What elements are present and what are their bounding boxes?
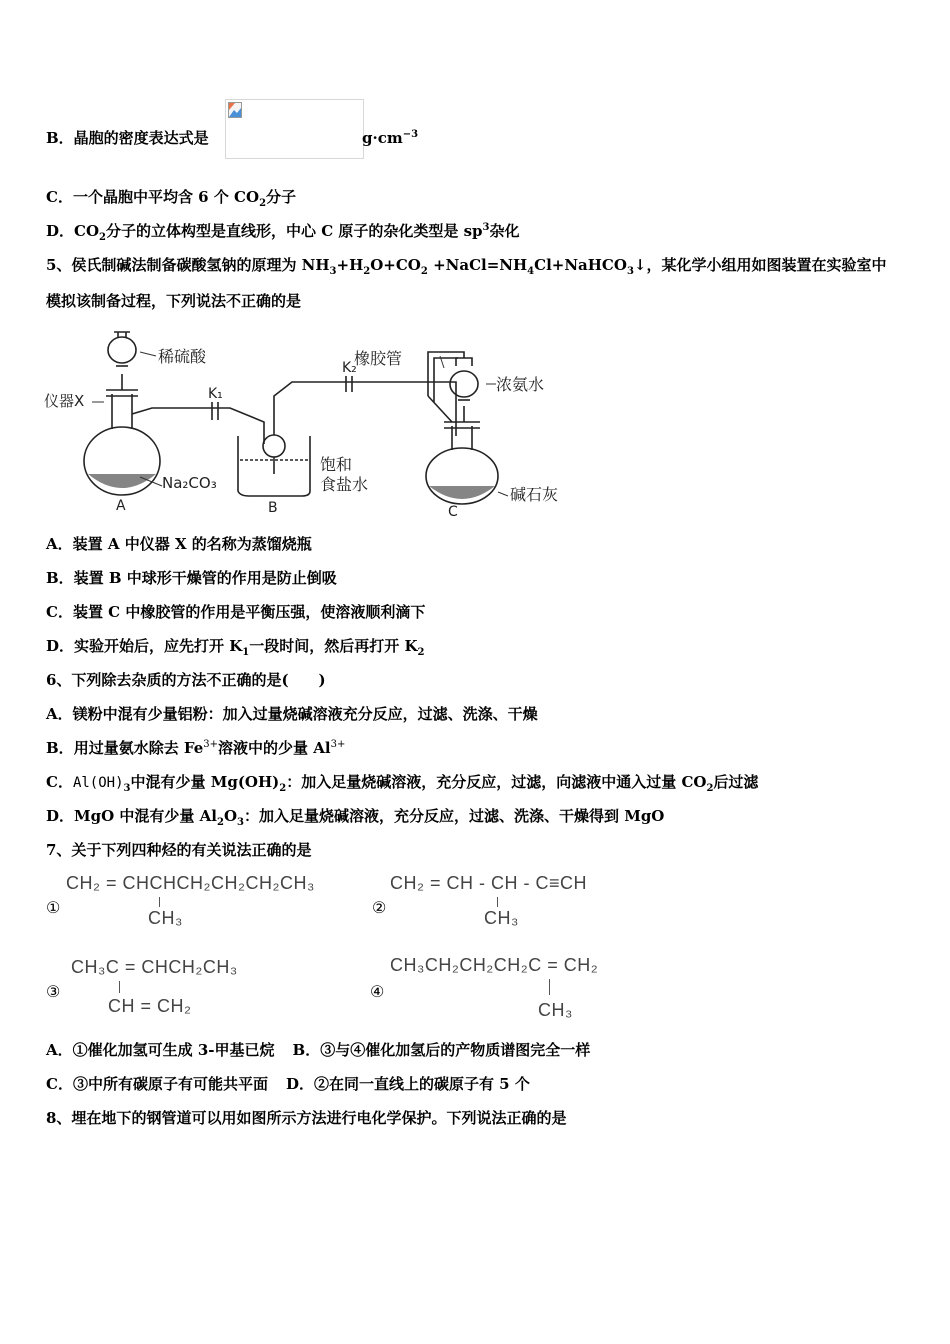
structure-2-branch: CH₃ (484, 908, 519, 928)
label-tube: 橡胶管 (354, 349, 403, 368)
label-ammonia: 浓氨水 (496, 375, 545, 394)
q4-option-b-unit: $g\cdot cm^{-3}$ (362, 129, 419, 147)
q7-option-a: A．①催化加氢可生成 3-甲基已烷 (46, 1041, 275, 1059)
q7-option-c: C．③中所有碳原子有可能共平面 (46, 1075, 268, 1093)
q5-option-a: A．装置 A 中仪器 X 的名称为蒸馏烧瓶 (46, 535, 312, 553)
q5-option-d: D．实验开始后，应先打开 $K_1$一段时间，然后再打开 $K_2$ (46, 637, 425, 658)
q6-option-a: A．镁粉中混有少量铝粉：加入过量烧碱溶液充分反应，过滤、洗涤、干燥 (46, 705, 538, 723)
q5-option-c: C．装置 C 中橡胶管的作用是平衡压强，使溶液顺利滴下 (46, 603, 426, 621)
structure-4-branch: CH₃ (538, 1000, 573, 1020)
structure-2-bond (497, 897, 498, 907)
structure-1-branch: CH₃ (148, 908, 183, 928)
q5-stem: 5、侯氏制碱法制备碳酸氢钠的原理为 $NH_3+H_2O+CO_2$ $+NaCl=NH_4Cl+NaHCO_3↓$，某化学小组用如图装置在实验室中 (46, 256, 887, 277)
q7-options-row2 (46, 1074, 530, 1094)
structure-4-bond (549, 979, 550, 995)
label-na2co3: Na₂CO₃ (162, 474, 217, 492)
structure-2-main: CH₂ = CH - CH - C≡CH (390, 873, 587, 893)
q5-stem-line2: 模拟该制备过程，下列说法不正确的是 (46, 292, 302, 310)
q7-options-row1 (46, 1040, 590, 1060)
apparatus-diagram (44, 326, 569, 518)
structure-3-number: ③ (46, 982, 61, 1001)
density-formula-image (225, 99, 364, 159)
structure-3-main: CH₃C = CHCH₂CH₃ (71, 957, 238, 977)
structure-1-main: CH₂ = CHCHCH₂CH₂CH₂CH₃ (66, 873, 315, 893)
q6-option-c: C．$Al(OH)_3$中混有少量 $Mg(OH)_2$：加入足量烧碱溶液，充分反应，过滤，向滤液中通入过量 $CO_2$后过滤 (46, 773, 759, 794)
q6-option-b: B．用过量氨水除去 $Fe^{3+}$溶液中的少量 $Al^{3+}$ (46, 739, 346, 757)
label-soda: 碱石灰 (510, 485, 559, 504)
q4-option-b-text: B．晶胞的密度表达式是 (46, 129, 209, 147)
q6-stem: 6、下列除去杂质的方法不正确的是( ) (46, 671, 326, 689)
label-k2: K₂ (342, 360, 357, 376)
q4-option-b (46, 128, 209, 148)
q5-option-b: B．装置 B 中球形干燥管的作用是防止倒吸 (46, 569, 337, 587)
structure-4-main: CH₃CH₂CH₂CH₂C = CH₂ (390, 955, 599, 975)
label-b: B (268, 500, 278, 516)
broken-image-icon (228, 102, 242, 118)
label-salt1: 饱和 (320, 455, 353, 474)
structure-3-branch: CH = CH₂ (108, 996, 192, 1016)
q7-option-b: B．③与④催化加氢后的产物质谱图完全一样 (292, 1041, 591, 1059)
label-a: A (116, 498, 126, 514)
structure-3-bond (119, 981, 120, 993)
label-c: C (448, 504, 458, 518)
structure-4-number: ④ (370, 982, 385, 1001)
label-acid: 稀硫酸 (158, 347, 207, 366)
structure-1-bond (159, 897, 160, 907)
q4-option-c: C．一个晶胞中平均含 6 个 $CO_2$分子 (46, 188, 297, 209)
q6-option-d: D．MgO 中混有少量 $Al_2O_3$：加入足量烧碱溶液，充分反应，过滤、洗涤、干燥得到 MgO (46, 807, 665, 828)
label-salt2: 食盐水 (320, 475, 369, 494)
label-x: 仪器X (44, 392, 85, 410)
q4-option-d: D．$CO_2$分子的立体构型是直线形，中心 C 原子的杂化类型是 $sp^3$杂化 (46, 222, 520, 243)
structure-2-number: ② (372, 898, 387, 917)
q7-stem: 7、关于下列四种烃的有关说法正确的是 (46, 841, 312, 859)
q7-option-d: D．②在同一直线上的碳原子有 5 个 (285, 1075, 530, 1093)
q8-stem: 8、埋在地下的钢管道可以用如图所示方法进行电化学保护。下列说法正确的是 (46, 1109, 567, 1127)
structure-1-number: ① (46, 898, 61, 917)
label-k1: K₁ (208, 386, 223, 402)
